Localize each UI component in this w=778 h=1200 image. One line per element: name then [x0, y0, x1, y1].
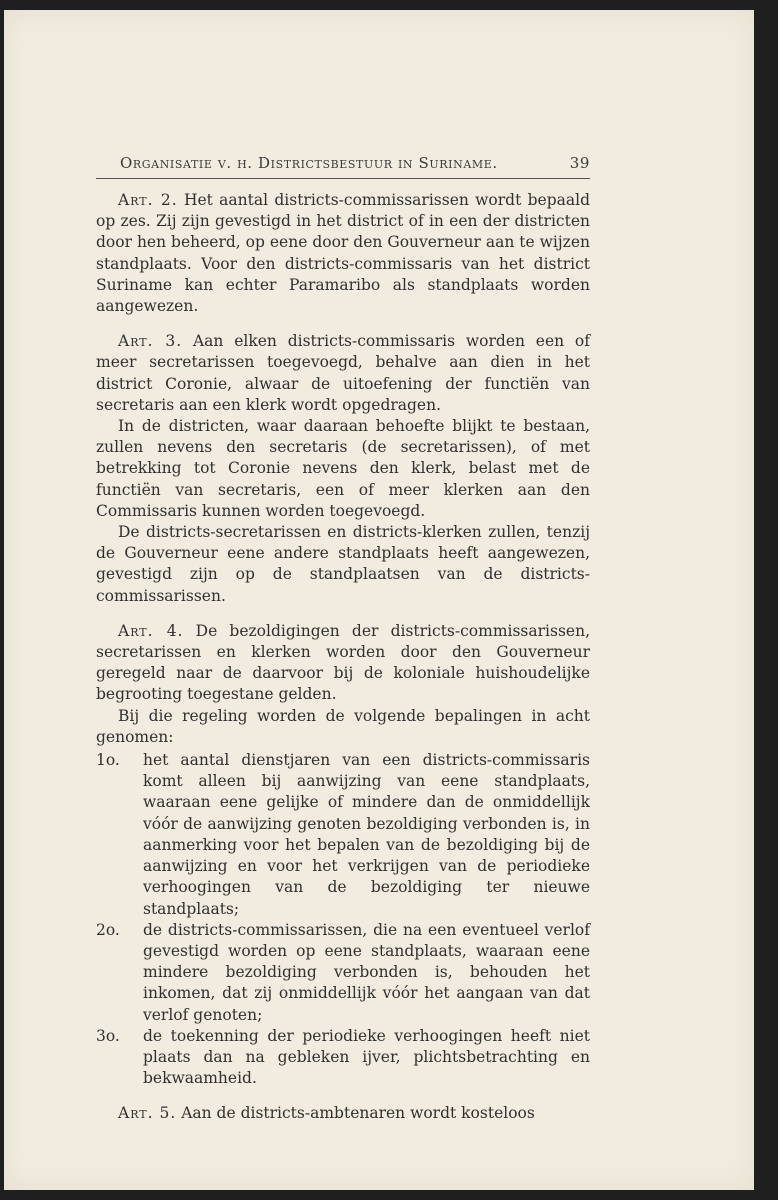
list-item	[96, 1026, 590, 1090]
list-item-text: het aantal dienstjaren van een districts-commissaris komt alleen bij aanwijzing van eene standplaats, waaraan eene gelijke of mindere dan de onmiddellijk vóór de aanwijzing genoten bezoldiging verbonden is, in aanmerking voor het bepalen van de bezoldiging bij de aanwijzing en voor het verkrijgen van de periodieke verhoogingen van de bezoldiging ter nieuwe standplaats;	[143, 751, 590, 918]
list-item-number: 3o.	[96, 1026, 120, 1045]
article-4-list	[96, 750, 590, 1089]
article-4-label: Art. 4.	[118, 621, 184, 640]
article-5-label: Art. 5.	[118, 1104, 177, 1123]
article-3-text: Aan elken districts-commissaris worden een of meer secretarissen toegevoegd, behalve aan dien in het district Coronie, alwaar de uitoefening der functiën van secretaris aan een klerk wordt opgedragen.	[96, 332, 590, 414]
article-3-paragraph-3: De districts-secretarissen en districts-klerken zullen, tenzij de Gouverneur eene andere standplaats heeft aangewezen, gevestigd zijn op de standplaatsen van de districts-commissarissen.	[96, 523, 590, 605]
list-item-text: de districts-commissarissen, die na een eventueel verlof gevestigd worden op eene standplaats, waaraan eene mindere bezoldiging verbonden is, behouden het inkomen, dat zij onmiddellijk vóór het aangaan van dat verlof genoten;	[143, 920, 590, 1024]
article-3-paragraph-2: In de districten, waar daaraan behoefte blijkt te bestaan, zullen nevens den secretaris (de secretarissen), of met betrekking tot Coronie nevens den klerk, belast met de functiën van secretaris, een of meer klerken aan den Commissaris kunnen worden toegevoegd.	[96, 417, 590, 520]
article-2	[96, 190, 590, 317]
list-item-number: 1o.	[96, 751, 120, 770]
list-item-number: 2o.	[96, 920, 120, 939]
article-4	[96, 621, 590, 706]
running-header	[120, 154, 590, 172]
article-5-text: Aan de districts-ambtenaren wordt kosteloos	[181, 1104, 535, 1123]
page-body	[96, 190, 590, 1125]
article-4-text: De bezoldigingen der districts-commissarissen, secretarissen en klerken worden door den Gouverneur geregeld naar de daarvoor bij de koloniale huishoudelijke begrooting toegestane gelden.	[96, 621, 590, 704]
book-page	[4, 10, 754, 1190]
page-number: 39	[569, 154, 590, 172]
article-2-text: Het aantal districts-commissarissen wordt bepaald op zes. Zij zijn gevestigd in het district of in een der districten door hen beheerd, op eene door den Gouverneur aan te wijzen standplaats. Voor den districts-commissaris van het district Suriname kan echter Paramaribo als standplaats worden aangewezen.	[96, 191, 590, 316]
article-5	[96, 1103, 590, 1124]
header-title: Organisatie v. h. Districtsbestuur in Suriname.	[120, 154, 498, 172]
article-4-paragraph-2: Bij die regeling worden de volgende bepalingen in acht genomen:	[96, 706, 590, 746]
list-item	[96, 920, 590, 1026]
article-2-label: Art. 2.	[118, 191, 178, 209]
article-3-label: Art. 3.	[118, 332, 183, 351]
header-rule	[96, 178, 590, 179]
article-3	[96, 331, 590, 416]
list-item	[96, 750, 590, 920]
list-item-text: de toekenning der periodieke verhoogingen heeft niet plaats dan na gebleken ijver, plichtsbetrachting en bekwaamheid.	[143, 1026, 590, 1088]
